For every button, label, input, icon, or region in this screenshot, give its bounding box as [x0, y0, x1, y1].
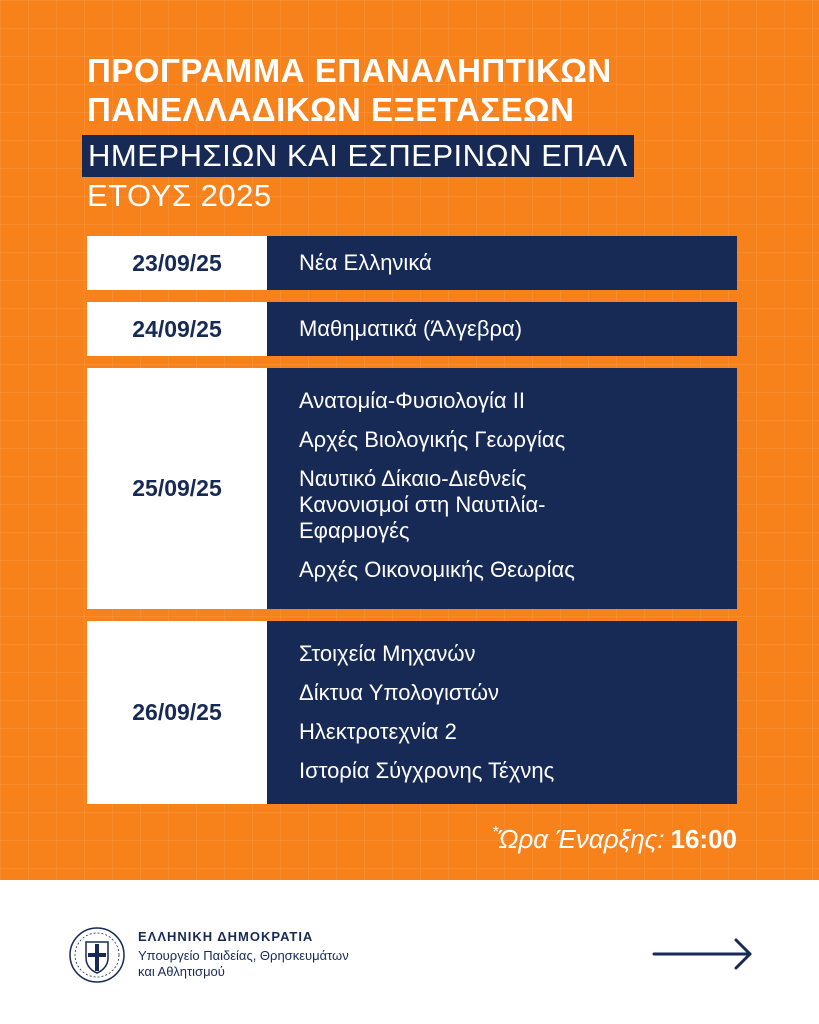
- schedule-row: [87, 236, 737, 290]
- subject: Αρχές Βιολογικής Γεωργίας: [299, 427, 566, 452]
- subject: Στοιχεία Μηχανών: [299, 641, 476, 666]
- schedule-row: [87, 621, 737, 804]
- organization-block: [138, 929, 349, 980]
- exam-date: 25/09/25: [87, 368, 267, 609]
- arrow-right-icon[interactable]: [652, 936, 754, 972]
- title-highlight: ΗΜΕΡΗΣΙΩΝ ΚΑΙ ΕΣΠΕΡΙΝΩΝ ΕΠΑΛ: [82, 135, 634, 177]
- subject: Ηλεκτροτεχνία 2: [299, 719, 457, 744]
- title-year: ΕΤΟΥΣ 2025: [87, 178, 272, 213]
- subject: Εφαρμογές: [299, 518, 410, 543]
- subject: Ιστορία Σύγχρονης Τέχνης: [299, 758, 555, 783]
- subject: Νέα Ελληνικά: [299, 250, 432, 275]
- subject: Κανονισμοί στη Ναυτιλία-: [299, 492, 546, 517]
- greek-coat-of-arms-icon: [68, 926, 126, 984]
- exam-date: 23/09/25: [87, 236, 267, 290]
- subject: Δίκτυα Υπολογιστών: [299, 680, 500, 705]
- subjects-cell: [267, 236, 737, 290]
- subject: Αρχές Οικονομικής Θεωρίας: [299, 557, 575, 582]
- subject: Μαθηματικά (Άλγεβρα): [299, 316, 523, 341]
- schedule-row: [87, 368, 737, 609]
- start-time-note: [492, 824, 737, 855]
- subject: Ναυτικό Δίκαιο-Διεθνείς: [299, 466, 527, 491]
- org-name: ΕΛΛΗΝΙΚΗ ΔΗΜΟΚΡΑΤΙΑ: [138, 929, 314, 944]
- subjects-cell: [267, 368, 737, 609]
- title-line-2: ΠΑΝΕΛΛΑΔΙΚΩΝ ΕΞΕΤΑΣΕΩΝ: [87, 91, 575, 128]
- note-label: Ώρα Έναρξης:: [498, 824, 665, 854]
- subject: Ανατομία-Φυσιολογία ΙΙ: [299, 388, 525, 413]
- schedule-row: [87, 302, 737, 356]
- ministry-line-1: Υπουργείο Παιδείας, Θρησκευμάτων: [138, 948, 349, 963]
- ministry-line-2: και Αθλητισμού: [138, 964, 225, 979]
- note-asterisk: *: [492, 824, 499, 841]
- subjects-cell: [267, 302, 737, 356]
- note-time: 16:00: [670, 824, 737, 854]
- title-line-1: ΠΡΟΓΡΑΜΜΑ ΕΠΑΝΑΛΗΠΤΙΚΩΝ: [87, 52, 612, 89]
- exam-date: 24/09/25: [87, 302, 267, 356]
- subjects-cell: [267, 621, 737, 804]
- exam-date: 26/09/25: [87, 621, 267, 804]
